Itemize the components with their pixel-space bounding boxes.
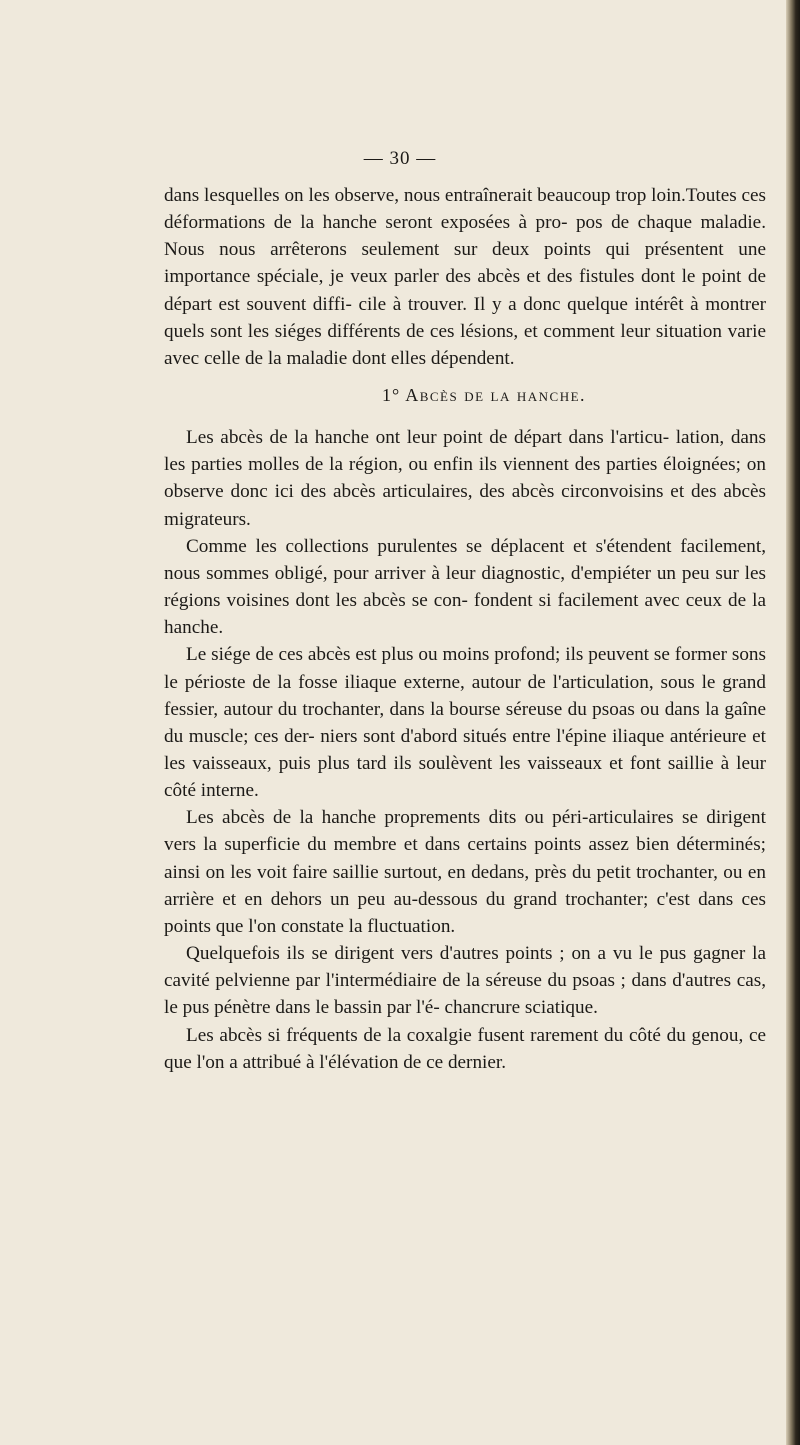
section-heading: [164, 382, 766, 410]
paragraph-3: Le siége de ces abcès est plus ou moins profond; ils peuvent se former sons le périoste de la fosse iliaque externe, autour de l'articulation, sous le grand fessier, autour du trochanter, dans la bourse séreuse du psoas ou dans la gaîne du muscle; ces der- niers sont d'abord situés entre l'épine iliaque antérieure et les vaisseaux, puis plus tard ils soulèvent les vaisseaux et font saillie à leur côté interne.: [164, 644, 766, 802]
page-number: — 30 —: [363, 148, 437, 169]
section-title: Abcès de la hanche.: [405, 385, 587, 406]
page-edge-shadow: [786, 0, 800, 1445]
paragraph-4: Les abcès de la hanche proprements dits ou péri-articulaires se dirigent vers la superficie du membre et dans certains points assez bien déterminés; ainsi on les voit faire saillie surtout, en dedans, près du petit trochanter, ou en arrière et en dehors un peu au-dessous du grand trochanter; c'est dans ces points que l'on constate la fluctuation.: [164, 807, 766, 937]
paragraph-6: Les abcès si fréquents de la coxalgie fusent rarement du côté du genou, ce que l'on a attribué à l'élévation de ce dernier.: [164, 1024, 766, 1073]
paragraph-1: Les abcès de la hanche ont leur point de départ dans l'articu- lation, dans les parties molles de la région, ou enfin ils viennent des parties éloignées; on observe donc ici des abcès articulaires, des abcès circonvoisins et des abcès migrateurs.: [164, 427, 766, 530]
body-text: [164, 182, 766, 1076]
paragraph-2: Comme les collections purulentes se déplacent et s'étendent facilement, nous sommes obligé, pour arriver à leur diagnostic, d'empiéter un peu sur les régions voisines dont les abcès se con- fondent si facilement avec ceux de la hanche.: [164, 535, 766, 639]
intro-paragraph: dans lesquelles on les observe, nous entraînerait beaucoup trop loin.Toutes ces déformations de la hanche seront exposées à pro- pos de chaque maladie. Nous nous arrêterons seulement sur deux points qui présentent une importance spéciale, je veux parler des abcès et des fistules dont le point de départ est souvent diffi- cile à trouver. Il y a donc quelque intérêt à montrer quels sont les siéges différents de ces lésions, et comment leur situation varie avec celle de la maladie dont elles dépendent.: [164, 185, 766, 369]
paragraph-5: Quelquefois ils se dirigent vers d'autres points ; on a vu le pus gagner la cavité pelvienne par l'intermédiaire de la séreuse du psoas ; dans d'autres cas, le pus pénètre dans le bassin par l'é- chancrure sciatique.: [164, 943, 766, 1019]
section-number: 1°: [382, 385, 401, 406]
